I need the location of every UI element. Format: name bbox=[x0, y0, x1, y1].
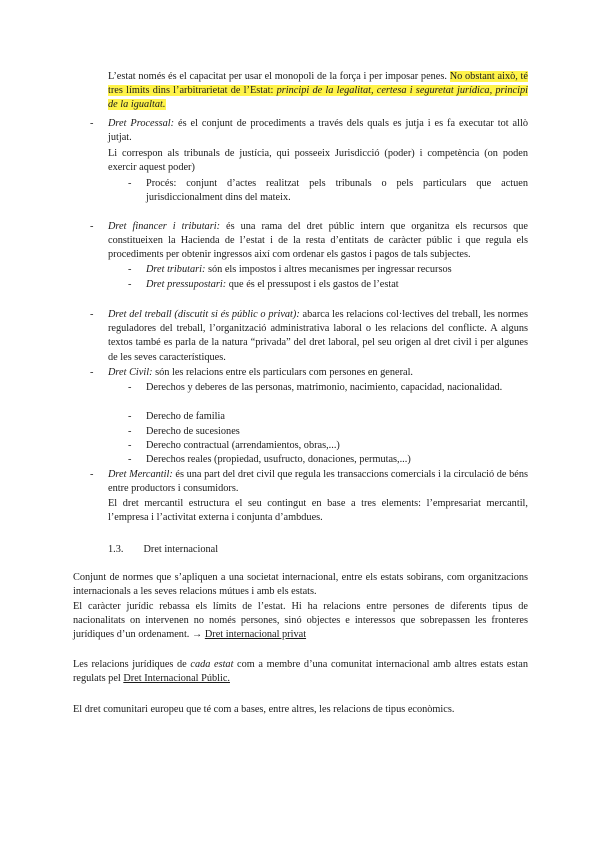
bullet-dash: - bbox=[90, 221, 94, 232]
sub-bullet-dash: - bbox=[128, 440, 132, 451]
term-processal: Dret Processal: bbox=[108, 118, 175, 129]
bullet-financer: Dret financer i tributari: és una rama del dret públic intern que organitza els recursos que constitueixen la Hacienda de l’estat i de la resta d’entitats de caràcter públic i que regula els procediments per obtenir ingressos així com ordenar els gastos i pagos de tals subjectes. bbox=[108, 221, 528, 261]
civil-item: Derecho de familia bbox=[146, 411, 225, 422]
section-heading bbox=[108, 543, 218, 557]
civil-item: Derecho contractual (arrendamientos, obras,...) bbox=[146, 440, 340, 451]
bullet-dash: - bbox=[90, 367, 94, 378]
sub-bullet-dash: - bbox=[128, 264, 132, 275]
financer-sub-tributari: Dret tributari: són els impostos i altres mecanismes per ingressar recursos bbox=[146, 264, 452, 275]
section-title: Dret internacional bbox=[143, 544, 219, 555]
mercantil-extra: El dret mercantil estructura el seu contingut en base a tres elements: l’empresariat mercantil, l’empresa i l’activitat externa i conjunta d’ambdues. bbox=[108, 498, 528, 524]
intro-text: L’estat només és el capacitat per usar el monopoli de la força i per imposar penes. bbox=[108, 71, 450, 82]
sub-bullet-dash: - bbox=[128, 279, 132, 290]
link-dret-internacional-public[interactable]: Dret Internacional Públic. bbox=[123, 673, 230, 685]
bullet-dash: - bbox=[90, 118, 94, 129]
processal-extra: Li correspon als tribunals de justícia, qui posseeix Jurisdicció (poder) i competència (on poden exercir aquest poder) bbox=[108, 148, 528, 174]
paragraph-relacions: Les relacions jurídiques de cada estat com a membre d’una comunitat internacional amb altres estats estan regulats pel Dret Internacional Públic. bbox=[73, 659, 528, 685]
civil-item: Derechos y deberes de las personas, matrimonio, nacimiento, capacidad, nacionalidad. bbox=[146, 382, 503, 393]
sub-bullet-dash: - bbox=[128, 178, 132, 189]
intro-paragraph bbox=[108, 70, 528, 113]
civil-item: Derecho de sucesiones bbox=[146, 426, 240, 437]
paragraph-caracter: El caràcter jurídic rebassa els límits de l’estat. Hi ha relacions entre persones de diferents tipus de nacionalitats on intervenen no només persones, sinó objectes e interessos que sobrepassen les fronteres jurídiques d’un ordenament. → Dret internacional privat bbox=[73, 601, 528, 641]
bullet-dash: - bbox=[90, 309, 94, 320]
sub-bullet-dash: - bbox=[128, 382, 132, 393]
civil-item: Derechos reales (propiedad, usufructo, donaciones, permutas,...) bbox=[146, 454, 411, 465]
processal-sub-proces: Procés: conjunt d’actes realitzat pels tribunals o pels particulars que actuen jurisdiccionalment dins del mateix. bbox=[146, 178, 528, 204]
bullet-treball: Dret del treball (discutit si és públic o privat): abarca les relacions col·lectives del treball, les normes reguladores del treball, l’organització administrativa laboral o les relacions del conflicte. A alguns textos també es parla de la natura “privada” del dret laboral, pel seu origen al dret civil i per algunes de les seves característiques. bbox=[108, 309, 528, 363]
bullet-dash: - bbox=[90, 469, 94, 480]
intro-highlight-italic: principi de la legalitat, certesa i seguretat jurídica, principi de la igualtat. bbox=[108, 85, 528, 111]
intro-highlight: No obstant això, té tres límits dins l’arbitrarietat de l’Estat: bbox=[108, 71, 528, 97]
financer-sub-pressupostari: Dret pressupostari: que és el pressupost i els gastos de l’estat bbox=[146, 279, 399, 290]
bullet-processal: Dret Processal: és el conjunt de procediments a través dels quals es jutja i es fa executar tot allò jutjat. bbox=[108, 118, 528, 144]
sub-bullet-dash: - bbox=[128, 426, 132, 437]
paragraph-comunitari: El dret comunitari europeu que té com a bases, entre altres, les relacions de tipus econòmics. bbox=[73, 704, 455, 715]
term-mercantil: Dret Mercantil: bbox=[108, 469, 173, 480]
section-number: 1.3. bbox=[108, 544, 124, 555]
bullet-mercantil: Dret Mercantil: és una part del dret civil que regula les transaccions comercials i la circulació de béns entre productors i consumidors. bbox=[108, 469, 528, 495]
link-dret-internacional-privat[interactable]: Dret internacional privat bbox=[204, 629, 307, 641]
term-financer: Dret financer i tributari: bbox=[108, 221, 221, 232]
term-treball: Dret del treball (discutit si és públic o privat): bbox=[108, 309, 300, 320]
term-civil: Dret Civil: bbox=[108, 367, 153, 378]
paragraph-societat: Conjunt de normes que s’apliquen a una societat internacional, entre els estats sobirans, com organitzacions internacionals a les seves relacions mútues i amb els estats. bbox=[73, 572, 528, 598]
sub-bullet-dash: - bbox=[128, 411, 132, 422]
bullet-civil: Dret Civil: són les relacions entre els particulars com persones en general. bbox=[108, 367, 414, 378]
sub-bullet-dash: - bbox=[128, 454, 132, 465]
